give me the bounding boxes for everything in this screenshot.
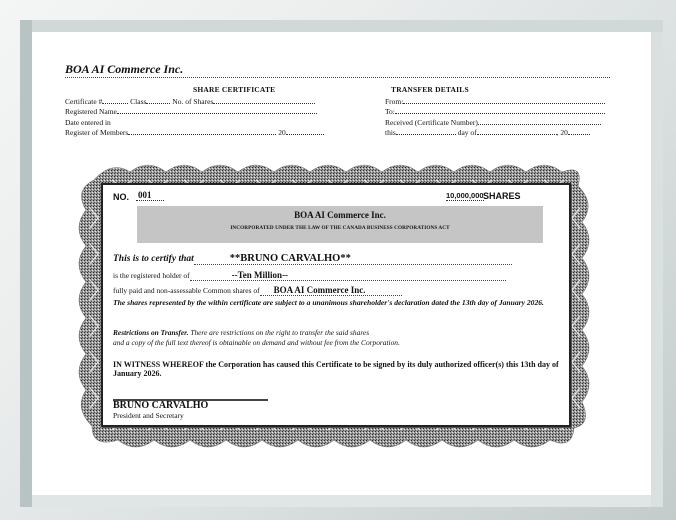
stub-row-registered-name <box>65 107 317 117</box>
certificate-body <box>101 183 571 427</box>
certify-row <box>113 248 512 266</box>
received-label: Received (Certificate Number) <box>385 118 478 127</box>
restrictions-heading: Restrictions on Transfer. <box>113 328 189 337</box>
certificate-number-field[interactable] <box>102 97 128 104</box>
restrictions-text-1: There are restrictions on the right to transfer the said shares <box>188 328 370 337</box>
register-year-prefix: 20 <box>278 128 286 137</box>
certificate-no-label: NO. <box>113 192 130 202</box>
certify-label: This is to certify that <box>113 254 194 264</box>
received-field[interactable] <box>478 118 601 125</box>
from-field[interactable] <box>403 97 605 104</box>
stub-row-register <box>65 128 324 138</box>
register-year-field[interactable] <box>286 128 324 135</box>
banner-company-name: BOA AI Commerce Inc. <box>294 210 386 220</box>
registered-name-field[interactable] <box>117 107 317 114</box>
banner-incorporation-text: INCORPORATED UNDER THE LAW OF THE CANADA BUSINESS CORPORATIONS ACT <box>230 225 450 231</box>
witness-text: IN WITNESS WHEREOF the Corporation has caused this Certificate to be signed by its duly authorized officer(s) this 13th day of January 2026. <box>113 360 559 378</box>
holder-name: **BRUNO CARVALHO** <box>194 253 512 265</box>
stub-row-this-day <box>385 128 590 138</box>
declaration-text: The shares represented by the within certificate are subject to a unanimous shareholder's declaration dated the 13th day of January 2026. <box>113 298 544 307</box>
to-field[interactable] <box>395 107 605 114</box>
date-entered-label: Date entered in <box>65 118 111 127</box>
certificate-no-value: 001 <box>136 190 164 201</box>
day-of-label: day of <box>457 128 477 137</box>
stub-row-to <box>385 107 605 117</box>
frame-mat-bottom-bevel <box>32 495 663 507</box>
common-shares-row <box>113 280 402 298</box>
transfer-details-heading: TRANSFER DETAILS <box>391 85 469 94</box>
shares-count: 10,000,000 <box>446 191 484 200</box>
register-of-members-label: Register of Members <box>65 128 129 137</box>
to-label: To: <box>385 107 395 116</box>
class-label: Class <box>130 97 147 106</box>
shares-label: SHARES <box>483 191 521 201</box>
stub-row-received <box>385 118 601 128</box>
transfer-year-field[interactable] <box>568 128 590 135</box>
common-shares-company: BOA AI Commerce Inc. <box>260 285 402 296</box>
stub-row-from <box>385 97 605 107</box>
share-certificate-heading: SHARE CERTIFICATE <box>193 85 276 94</box>
month-field[interactable] <box>477 128 557 135</box>
no-of-shares-field[interactable] <box>213 97 315 104</box>
company-banner <box>137 206 543 243</box>
from-label: From: <box>385 97 404 106</box>
frame-mat-right-bevel <box>651 32 663 507</box>
registered-name-label: Registered Name <box>65 107 117 116</box>
frame-mat-top-bevel <box>20 20 663 32</box>
stub-row-certificate <box>65 97 315 107</box>
class-field[interactable] <box>146 97 170 104</box>
registered-holder-label: is the registered holder of <box>113 271 190 280</box>
restrictions-text-2: and a copy of the full text thereof is obtainable on demand and without fee from the Corporation. <box>113 338 400 347</box>
signatory-title: President and Secretary <box>113 411 184 420</box>
register-date-field[interactable] <box>128 128 276 135</box>
restrictions-paragraph <box>113 328 563 348</box>
company-title: BOA AI Commerce Inc. <box>65 62 184 76</box>
this-label: this <box>385 128 396 137</box>
share-amount: --Ten Million-- <box>190 270 506 281</box>
day-field[interactable] <box>396 128 456 135</box>
common-shares-label: fully paid and non-assessable Common shares of <box>113 286 260 295</box>
no-of-shares-label: No. of Shares <box>172 97 214 106</box>
signatory-name: BRUNO CARVALHO <box>113 400 209 411</box>
transfer-year-prefix: , 20 <box>556 128 568 137</box>
certificate-number-label: Certificate # <box>65 97 103 106</box>
frame-mat-left-bevel <box>20 20 32 507</box>
